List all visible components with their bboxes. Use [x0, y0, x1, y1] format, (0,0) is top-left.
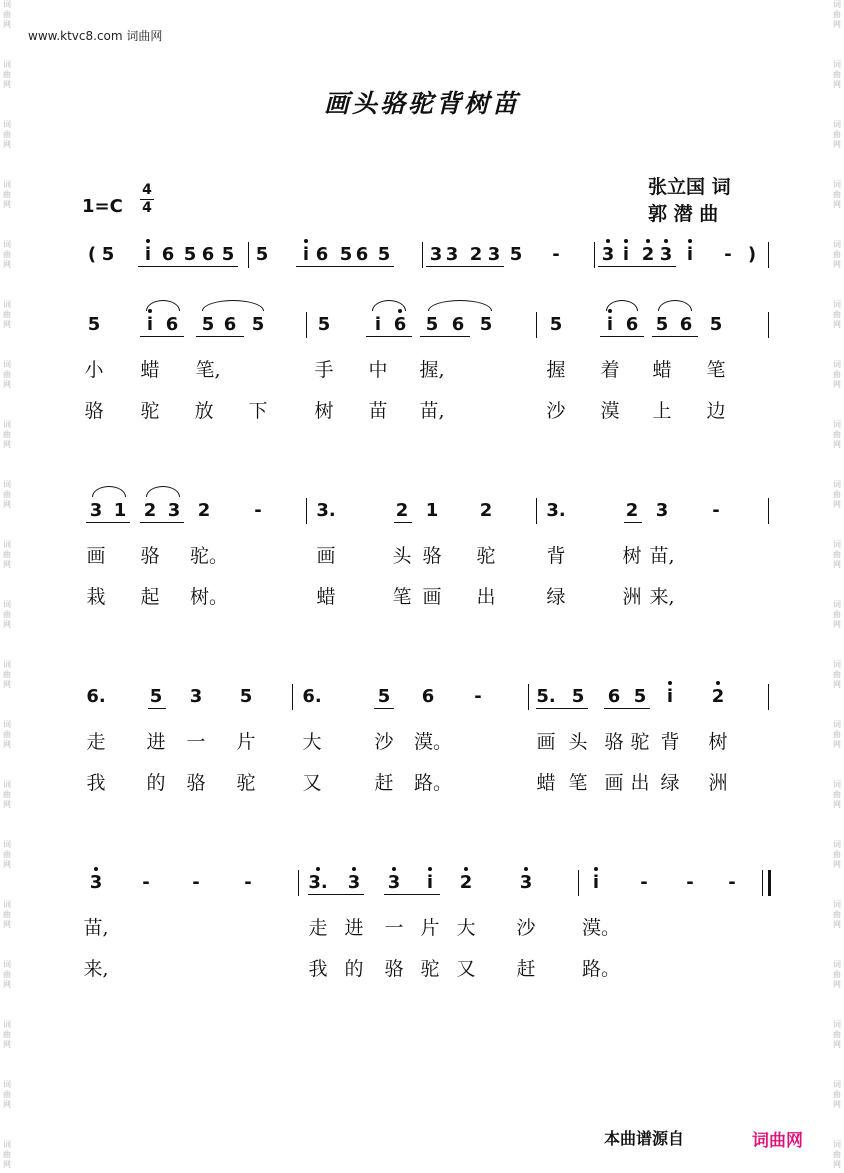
lyric-verse-1: 一 — [384, 917, 404, 939]
lyric-verse-1: 小 — [84, 359, 104, 381]
barline — [292, 684, 293, 710]
watermark-text: 词曲网 — [833, 960, 841, 989]
lyricist-credit: 张立国 词 — [648, 176, 731, 198]
beam-underline — [366, 336, 412, 337]
note: 5 — [201, 314, 215, 335]
lyric-verse-2: 笔 — [568, 772, 588, 794]
barline — [306, 498, 307, 524]
lyric-verse-1: 走 — [86, 731, 106, 753]
note: 3 — [487, 244, 501, 265]
lyric-verse-1: 画 — [536, 731, 556, 753]
note: 6 — [223, 314, 237, 335]
note: ) — [747, 244, 757, 265]
note: 6. — [86, 686, 106, 707]
lyric-verse-2: 绿 — [546, 586, 566, 608]
note: 6 — [161, 244, 175, 265]
barline — [298, 870, 299, 896]
lyric-verse-1: 驼 — [630, 731, 650, 753]
note: 5 — [571, 686, 585, 707]
watermark-text: 词曲网 — [3, 780, 11, 809]
beam-underline — [394, 522, 412, 523]
note: 5 — [549, 314, 563, 335]
beam-underline — [426, 266, 504, 267]
lyric-verse-1: 片 — [236, 731, 256, 753]
lyric-verse-2: 路。 — [582, 958, 621, 980]
beam-underline — [598, 266, 676, 267]
watermark-text: 词曲网 — [3, 300, 11, 329]
watermark-text: 词曲网 — [3, 1020, 11, 1049]
note: 5 — [479, 314, 493, 335]
note: 5 — [149, 686, 163, 707]
note: 3 — [85, 872, 107, 894]
note: 5 — [317, 314, 331, 335]
note: 3 — [89, 500, 103, 521]
barline — [768, 684, 769, 710]
lyric-verse-1: 沙 — [374, 731, 394, 753]
note: - — [244, 872, 252, 893]
watermark-text: 词曲网 — [833, 300, 841, 329]
watermark-text: 词曲网 — [3, 0, 11, 29]
beam-underline — [652, 336, 698, 337]
note: 3 — [515, 872, 537, 894]
watermark-text: 词曲网 — [833, 840, 841, 869]
lyric-verse-2: 画 — [422, 586, 442, 608]
note: 2 — [707, 686, 729, 708]
lyric-verse-2: 苗, — [419, 400, 445, 422]
barline — [768, 242, 769, 268]
barline — [762, 870, 763, 896]
lyric-verse-1: 中 — [368, 359, 388, 381]
beam-underline — [536, 708, 588, 709]
barline — [594, 242, 595, 268]
watermark-text: 词曲网 — [3, 180, 11, 209]
note: - — [192, 872, 200, 893]
time-signature-top: 4 — [140, 182, 154, 200]
lyric-verse-2: 出 — [476, 586, 496, 608]
note: i — [615, 244, 637, 266]
beam-underline — [624, 522, 642, 523]
note: 6 — [679, 314, 693, 335]
lyric-verse-1: 片 — [420, 917, 440, 939]
lyric-verse-1: 驼 — [476, 545, 496, 567]
lyric-verse-1: 着 — [600, 359, 620, 381]
lyric-verse-1: 树 — [708, 731, 728, 753]
note: i — [585, 872, 607, 894]
slur-tie — [658, 300, 692, 311]
note: i — [679, 244, 701, 266]
lyric-verse-1: 头 — [568, 731, 588, 753]
lyric-verse-1: 画 — [86, 545, 106, 567]
lyric-verse-1: 苗, — [83, 917, 109, 939]
note: 2 — [143, 500, 157, 521]
note: 5 — [183, 244, 197, 265]
watermark-text: 词曲网 — [833, 1080, 841, 1109]
watermark-text: 词曲网 — [833, 420, 841, 449]
note: 5 — [251, 314, 265, 335]
watermark-text: 词曲网 — [833, 0, 841, 29]
lyric-verse-2: 赶 — [516, 958, 536, 980]
lyric-verse-1: 一 — [186, 731, 206, 753]
watermark-text: 词曲网 — [3, 600, 11, 629]
watermark-text: 词曲网 — [833, 600, 841, 629]
lyric-verse-2: 漠 — [600, 400, 620, 422]
lyric-verse-2: 路。 — [414, 772, 453, 794]
beam-underline — [384, 894, 440, 895]
watermark-text: 词曲网 — [3, 240, 11, 269]
lyric-verse-2: 洲 — [708, 772, 728, 794]
note: 6 — [165, 314, 179, 335]
lyric-verse-1: 笔 — [706, 359, 726, 381]
watermark-text: 词曲网 — [833, 540, 841, 569]
note: 3 — [167, 500, 181, 521]
note: 2 — [197, 500, 211, 521]
lyric-verse-2: 树。 — [190, 586, 229, 608]
barline — [248, 242, 249, 268]
watermark-text: 词曲网 — [833, 180, 841, 209]
lyric-verse-2: 来, — [83, 958, 109, 980]
slur-tie — [146, 486, 180, 497]
note: 3 — [343, 872, 365, 894]
note: - — [552, 244, 560, 265]
lyric-verse-2: 又 — [456, 958, 476, 980]
lyric-verse-2: 又 — [302, 772, 322, 794]
note: 3 — [445, 244, 459, 265]
watermark-text: 词曲网 — [833, 1140, 841, 1169]
watermark-text: 词曲网 — [833, 720, 841, 749]
lyric-verse-2: 放 — [194, 400, 214, 422]
lyric-verse-2: 苗 — [368, 400, 388, 422]
note: 5 — [101, 244, 115, 265]
barline — [578, 870, 579, 896]
lyric-verse-1: 走 — [308, 917, 328, 939]
beam-underline — [604, 708, 650, 709]
watermark-text: 词曲网 — [3, 420, 11, 449]
lyric-verse-1: 树 — [622, 545, 642, 567]
barline — [536, 498, 537, 524]
lyric-verse-1: 蜡 — [140, 359, 160, 381]
note: 6 — [389, 314, 411, 336]
note: i — [599, 314, 621, 336]
barline — [306, 312, 307, 338]
lyric-verse-1: 握 — [546, 359, 566, 381]
note: i — [374, 314, 382, 335]
note: 5 — [377, 686, 391, 707]
note: 5 — [655, 314, 669, 335]
site-header[interactable]: www.ktvc8.com 词曲网 — [28, 29, 163, 43]
barline — [768, 870, 771, 896]
barline — [422, 242, 423, 268]
note: 2 — [637, 244, 659, 266]
watermark-text: 词曲网 — [833, 660, 841, 689]
watermark-text: 词曲网 — [3, 1140, 11, 1169]
slur-tie — [428, 300, 492, 311]
slur-tie — [146, 300, 180, 311]
note: 6 — [315, 244, 329, 265]
watermark-text: 词曲网 — [3, 120, 11, 149]
note: 2 — [469, 244, 483, 265]
lyric-verse-1: 手 — [314, 359, 334, 381]
lyric-verse-2: 上 — [652, 400, 672, 422]
note: 3. — [316, 500, 336, 521]
lyric-verse-1: 头 — [392, 545, 412, 567]
note: 3. — [308, 872, 328, 893]
watermark-text: 词曲网 — [3, 960, 11, 989]
lyric-verse-1: 漠。 — [582, 917, 621, 939]
watermark-text: 词曲网 — [3, 480, 11, 509]
note: - — [686, 872, 694, 893]
note: 5 — [339, 244, 353, 265]
note: i — [137, 244, 159, 266]
lyric-verse-1: 苗, — [649, 545, 675, 567]
watermark-text: 词曲网 — [833, 1020, 841, 1049]
note: 5 — [709, 314, 723, 335]
note: 6 — [355, 244, 369, 265]
note: 2 — [395, 500, 409, 521]
watermark-text: 词曲网 — [3, 540, 11, 569]
lyric-verse-1: 大 — [302, 731, 322, 753]
composer-credit: 郭 潜 曲 — [648, 203, 719, 225]
beam-underline — [296, 266, 394, 267]
note: 5 — [221, 244, 235, 265]
note: 6. — [302, 686, 322, 707]
lyric-verse-2: 蜡 — [536, 772, 556, 794]
note: 5 — [509, 244, 523, 265]
lyric-verse-1: 画 — [316, 545, 336, 567]
lyric-verse-2: 沙 — [546, 400, 566, 422]
note: 6 — [607, 686, 621, 707]
note: - — [640, 872, 648, 893]
song-title: 画头骆驼背树苗 — [323, 89, 520, 118]
note: 1 — [113, 500, 127, 521]
watermark-text: 词曲网 — [3, 840, 11, 869]
beam-underline — [86, 522, 130, 523]
note: 2 — [479, 500, 493, 521]
lyric-verse-2: 赶 — [374, 772, 394, 794]
beam-underline — [420, 336, 470, 337]
beam-underline — [196, 336, 244, 337]
note: 3 — [189, 686, 203, 707]
lyric-verse-2: 的 — [344, 958, 364, 980]
slur-tie — [606, 300, 638, 311]
watermark-text: 词曲网 — [833, 240, 841, 269]
note: 6 — [451, 314, 465, 335]
watermark-text: 词曲网 — [833, 60, 841, 89]
footer-source-label: 本曲谱源自 — [604, 1129, 685, 1148]
barline — [768, 498, 769, 524]
lyric-verse-1: 漠。 — [414, 731, 453, 753]
barline — [536, 312, 537, 338]
lyric-verse-2: 绿 — [660, 772, 680, 794]
lyric-verse-1: 驼。 — [190, 545, 229, 567]
note: i — [659, 686, 681, 708]
lyric-verse-1: 骆 — [140, 545, 160, 567]
lyric-verse-1: 进 — [146, 731, 166, 753]
watermark-text: 词曲网 — [833, 900, 841, 929]
note: 5 — [425, 314, 439, 335]
barline — [528, 684, 529, 710]
key-signature-text: 1=C — [82, 196, 123, 217]
note: ( — [87, 244, 97, 265]
lyric-verse-2: 来, — [649, 586, 675, 608]
note: - — [724, 244, 732, 265]
watermark-text: 词曲网 — [3, 360, 11, 389]
footer-brand-link[interactable]: 词曲网 — [752, 1131, 803, 1151]
slur-tie — [372, 300, 406, 311]
note: i — [295, 244, 317, 266]
note: 3 — [429, 244, 443, 265]
lyric-verse-2: 驼 — [236, 772, 256, 794]
watermark-text: 词曲网 — [3, 660, 11, 689]
lyric-verse-1: 骆 — [604, 731, 624, 753]
watermark-text: 词曲网 — [833, 120, 841, 149]
beam-underline — [140, 522, 184, 523]
lyric-verse-2: 骆 — [84, 400, 104, 422]
note: i — [419, 872, 441, 894]
note: - — [254, 500, 262, 521]
note: 1 — [425, 500, 439, 521]
note: 3. — [546, 500, 566, 521]
note: 6 — [625, 314, 639, 335]
lyric-verse-2: 蜡 — [316, 586, 336, 608]
beam-underline — [138, 266, 238, 267]
lyric-verse-2: 骆 — [384, 958, 404, 980]
note: 2 — [455, 872, 477, 894]
note: i — [139, 314, 161, 336]
note: 5 — [255, 244, 269, 265]
lyric-verse-1: 握, — [419, 359, 445, 381]
watermark-text: 词曲网 — [833, 480, 841, 509]
lyric-verse-2: 下 — [248, 400, 268, 422]
lyric-verse-2: 栽 — [86, 586, 106, 608]
lyric-verse-1: 背 — [660, 731, 680, 753]
beam-underline — [148, 708, 166, 709]
lyric-verse-2: 骆 — [186, 772, 206, 794]
note: 5 — [633, 686, 647, 707]
note: 5 — [377, 244, 391, 265]
lyric-verse-1: 笔, — [195, 359, 221, 381]
note: 3 — [655, 500, 669, 521]
lyric-verse-2: 驼 — [420, 958, 440, 980]
lyric-verse-2: 画 — [604, 772, 624, 794]
time-signature-bottom: 4 — [142, 200, 152, 216]
watermark-text: 词曲网 — [3, 900, 11, 929]
lyric-verse-1: 背 — [546, 545, 566, 567]
note: 5 — [239, 686, 253, 707]
lyric-verse-2: 笔 — [392, 586, 412, 608]
lyric-verse-1: 大 — [456, 917, 476, 939]
lyric-verse-2: 驼 — [140, 400, 160, 422]
note: 3 — [597, 244, 619, 266]
note: 3 — [383, 872, 405, 894]
slur-tie — [92, 486, 126, 497]
lyric-verse-1: 沙 — [516, 917, 536, 939]
note: 6 — [421, 686, 435, 707]
lyric-verse-2: 洲 — [622, 586, 642, 608]
lyric-verse-2: 的 — [146, 772, 166, 794]
watermark-text: 词曲网 — [3, 1080, 11, 1109]
note: 2 — [625, 500, 639, 521]
watermark-text: 词曲网 — [3, 60, 11, 89]
slur-tie — [202, 300, 264, 311]
beam-underline — [600, 336, 644, 337]
note: - — [474, 686, 482, 707]
lyric-verse-1: 进 — [344, 917, 364, 939]
beam-underline — [308, 894, 364, 895]
note: 6 — [201, 244, 215, 265]
watermark-text: 词曲网 — [3, 720, 11, 749]
lyric-verse-2: 出 — [630, 772, 650, 794]
note: - — [712, 500, 720, 521]
lyric-verse-1: 蜡 — [652, 359, 672, 381]
beam-underline — [140, 336, 184, 337]
lyric-verse-1: 骆 — [422, 545, 442, 567]
note: - — [728, 872, 736, 893]
lyric-verse-2: 边 — [706, 400, 726, 422]
lyric-verse-2: 树 — [314, 400, 334, 422]
beam-underline — [374, 708, 394, 709]
note: 3 — [655, 244, 677, 266]
watermark-text: 词曲网 — [833, 360, 841, 389]
note: 5. — [536, 686, 556, 707]
watermark-text: 词曲网 — [833, 780, 841, 809]
note: - — [142, 872, 150, 893]
note: 5 — [87, 314, 101, 335]
lyric-verse-2: 我 — [308, 958, 328, 980]
barline — [768, 312, 769, 338]
lyric-verse-2: 起 — [140, 586, 160, 608]
lyric-verse-2: 我 — [86, 772, 106, 794]
